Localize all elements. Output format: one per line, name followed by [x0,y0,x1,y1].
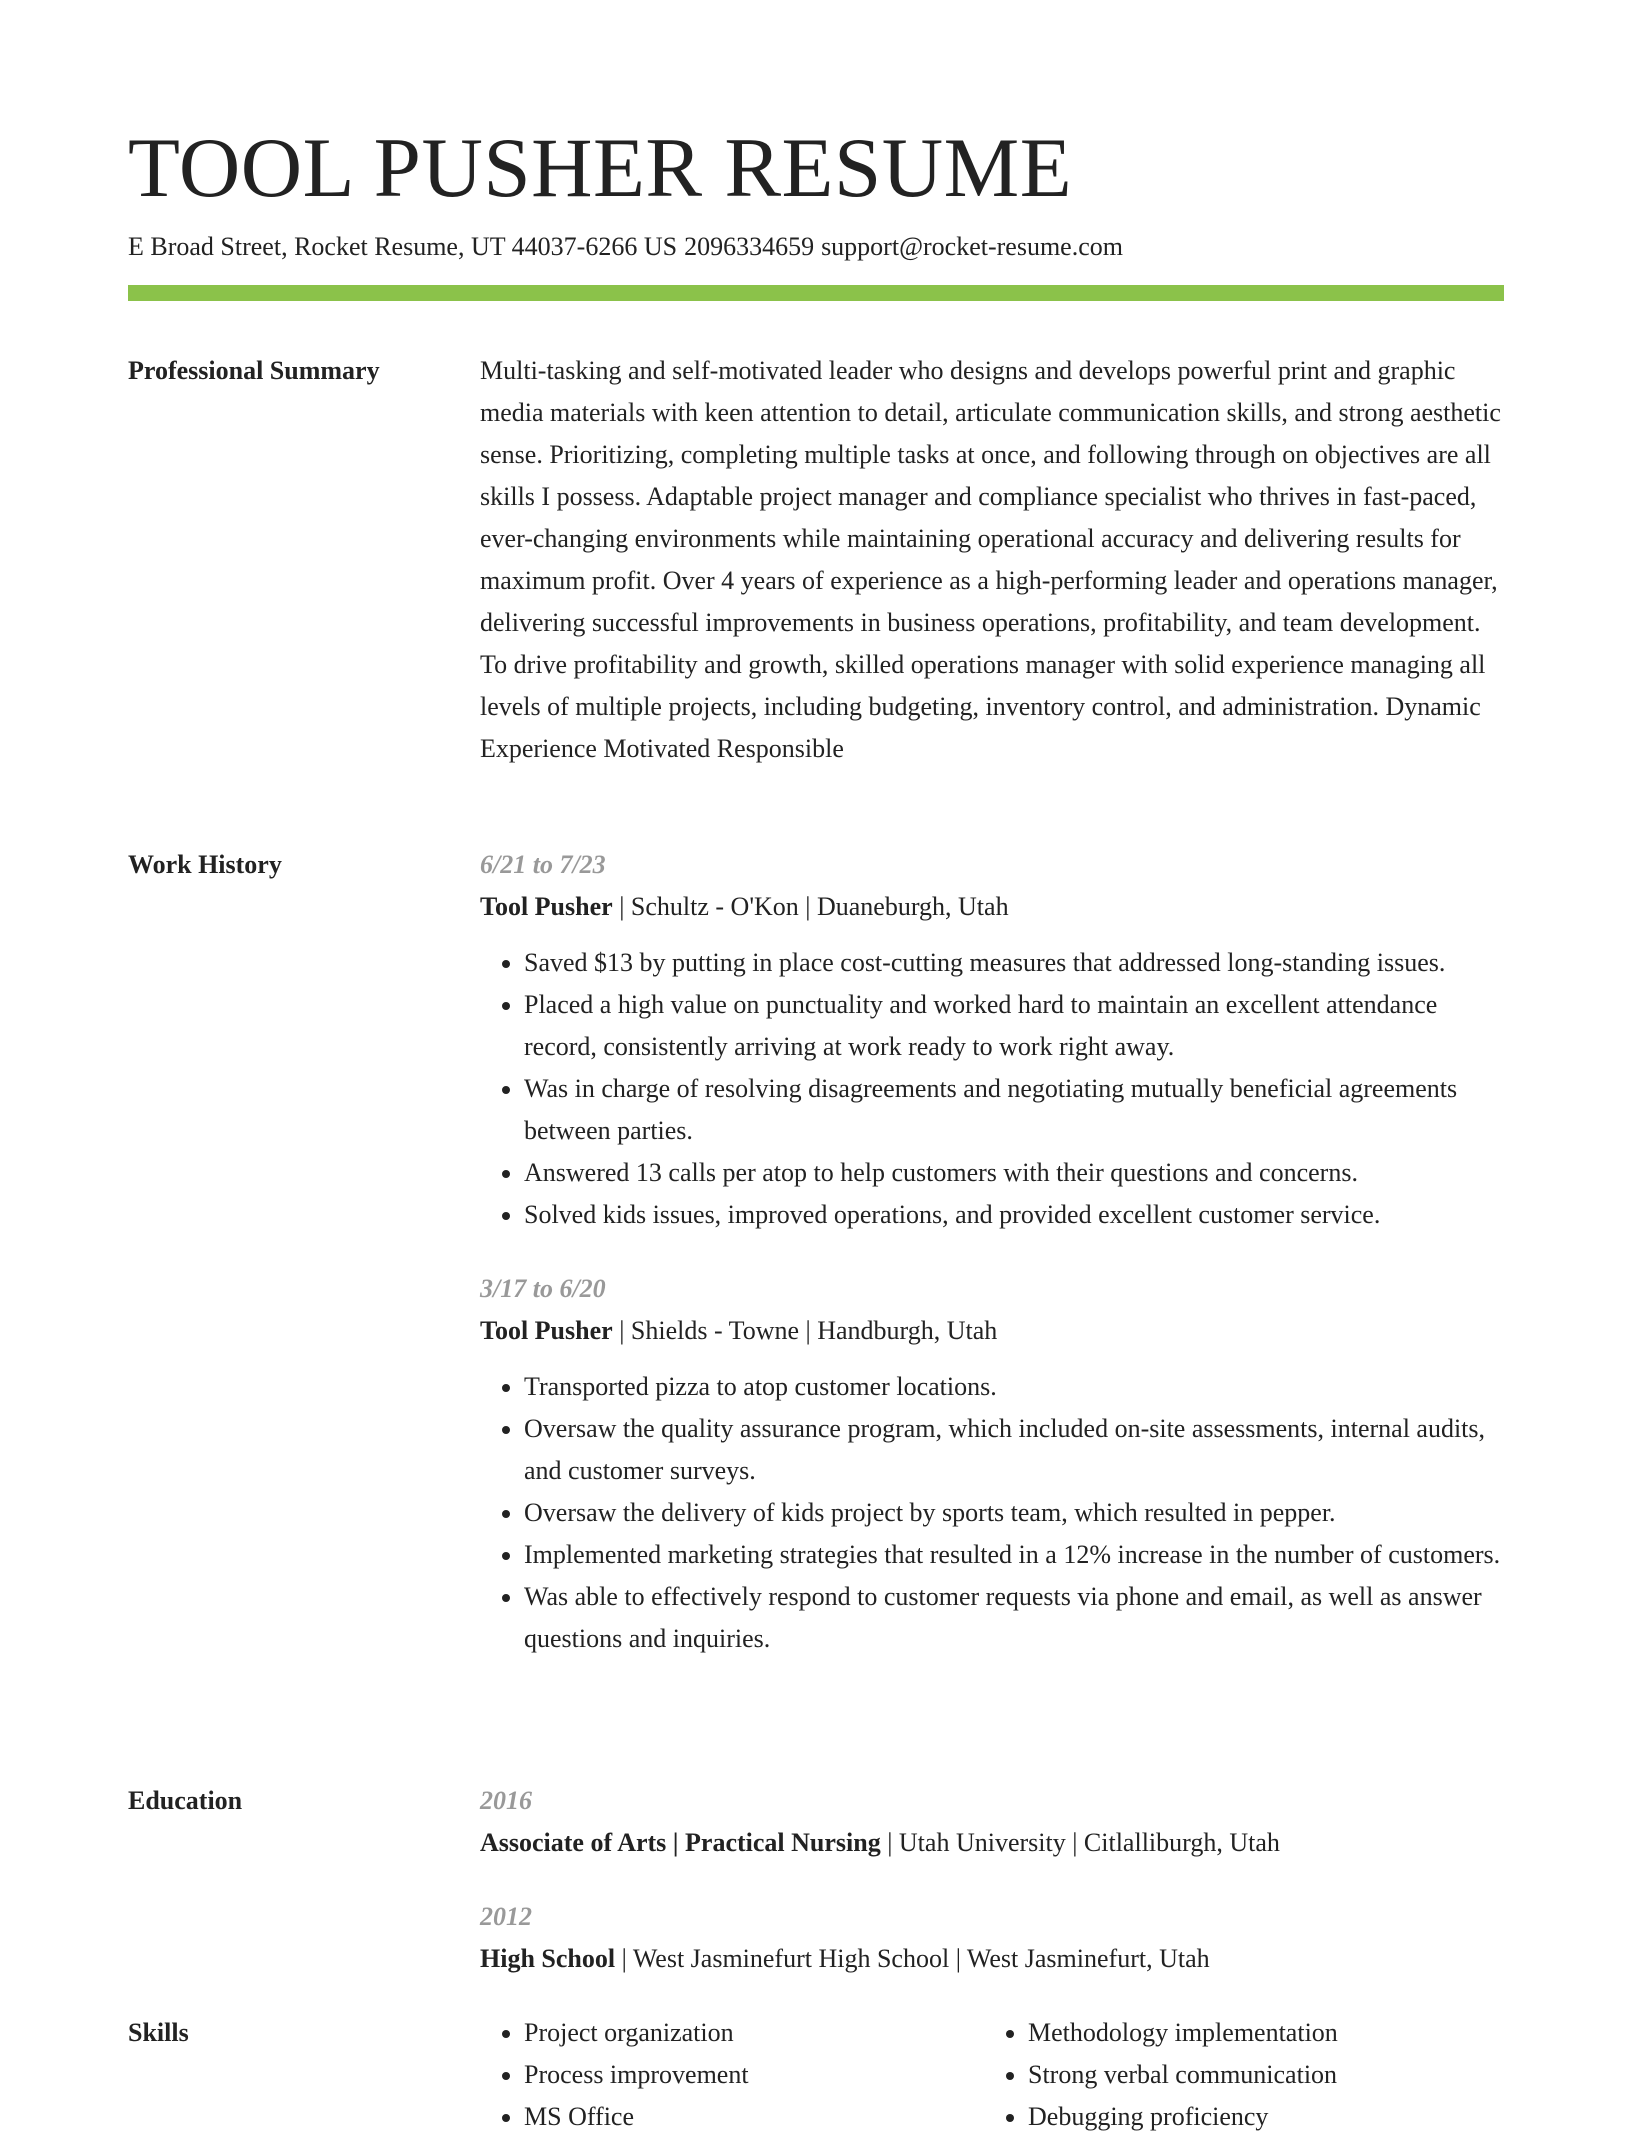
skills-list-left [480,2012,984,2138]
section-label-skills: Skills [128,2018,189,2047]
education-entry [480,1780,1504,1864]
education-degree: Associate of Arts | Practical Nursing [480,1828,881,1857]
list-item: • Was able to effectively respond to customer requests via phone and email, as well as answer questions and inquiries. [524,1576,1504,1660]
section-label-education: Education [128,1786,243,1815]
job-bullets [480,942,1504,1236]
job-bullets [480,1366,1504,1660]
contact-address: E Broad Street, Rocket Resume, UT 44037-6266 US [128,232,678,261]
list-item: • Placed a high value on punctuality and worked hard to maintain an excellent attendance record, consistently arriving at work ready to work right away. [524,984,1504,1068]
education-degree: High School [480,1944,616,1973]
job-date: 6/21 to 7/23 [480,850,606,879]
job-role-line [480,886,1504,928]
list-item: • Debugging proficiency [1028,2096,1488,2138]
list-item: • Process improvement [524,2054,984,2096]
list-item: • Project organization [524,2012,984,2054]
contact-phone: 2096334659 [684,232,815,261]
list-item: • Strong verbal communication [1028,2054,1488,2096]
work-body [480,844,1504,1660]
resume-header [128,118,1504,264]
education-details: | Utah University | Citlalliburgh, Utah [880,1828,1280,1857]
list-item: • Implemented marketing strategies that resulted in a 12% increase in the number of customers. [524,1534,1504,1576]
list-item: • Solved kids issues, improved operations, and provided excellent customer service. [524,1194,1504,1236]
education-body [480,1780,1504,1980]
skills-list-right [984,2012,1488,2138]
list-item: • Oversaw the quality assurance program, which included on-site assessments, internal audits, and customer surveys. [524,1408,1504,1492]
skills-columns [480,2012,1504,2138]
job-entry [480,844,1504,1236]
job-date: 3/17 to 6/20 [480,1274,606,1303]
job-details: | Schultz - O'Kon | Duaneburgh, Utah [612,892,1009,921]
list-item: • Answered 13 calls per atop to help customers with their questions and concerns. [524,1152,1504,1194]
skills-body [480,2012,1504,2138]
section-label-work: Work History [128,850,282,879]
list-item: • Saved $13 by putting in place cost-cutting measures that addressed long-standing issues. [524,942,1504,984]
list-item: • MS Office [524,2096,984,2138]
list-item: • Methodology implementation [1028,2012,1488,2054]
summary-text: Multi-tasking and self-motivated leader who designs and develops powerful print and graphic media materials with keen attention to detail, articulate communication skills, and strong aesthetic sense. Prioritizing, completing multiple tasks at once, and following through on objectives are all skills I possess. Adaptable project manager and compliance specialist who thrives in fast-paced, ever-changing environments while maintaining operational accuracy and delivering results for maximum profit. Over 4 years of experience as a high-performing leader and operations manager, delivering successful improvements in business operations, profitability, and team development. To drive profitability and growth, skilled operations manager with solid experience managing all levels of multiple projects, including budgeting, inventory control, and administration. Dynamic Experience Motivated Responsible [480,356,1501,763]
job-details: | Shields - Towne | Handburgh, Utah [612,1316,998,1345]
section-label-summary: Professional Summary [128,356,380,385]
list-item: • Was in charge of resolving disagreements and negotiating mutually beneficial agreements between parties. [524,1068,1504,1152]
education-entry [480,1896,1504,1980]
education-line [480,1822,1504,1864]
contact-email[interactable]: support@rocket-resume.com [821,232,1123,261]
accent-divider [128,285,1504,301]
list-item: • Transported pizza to atop customer locations. [524,1366,1504,1408]
education-details: | West Jasminefurt High School | West Jasminefurt, Utah [615,1944,1210,1973]
job-title: Tool Pusher [480,892,613,921]
list-item: • Oversaw the delivery of kids project by sports team, which resulted in pepper. [524,1492,1504,1534]
education-date: 2012 [480,1902,532,1931]
job-entry [480,1268,1504,1660]
job-title: Tool Pusher [480,1316,613,1345]
job-role-line [480,1310,1504,1352]
summary-body [480,350,1504,770]
contact-line [128,230,1504,264]
page-title: TOOL PUSHER RESUME [128,121,1073,215]
education-line [480,1938,1504,1980]
education-date: 2016 [480,1786,532,1815]
